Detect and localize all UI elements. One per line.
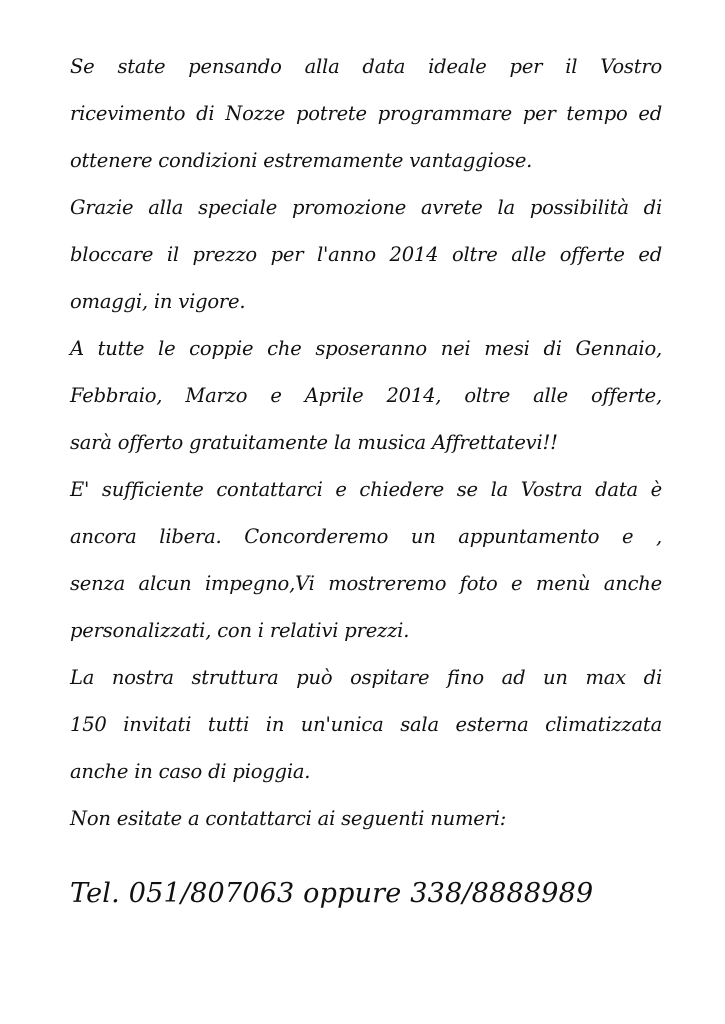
text-line: ancora libera. Concorderemo un appuntamento e , <box>70 525 662 548</box>
text-line: E' sufficiente contattarci e chiedere se la Vostra data è <box>70 478 662 501</box>
text-line: La nostra struttura può ospitare fino ad un max di <box>70 666 662 689</box>
text-line: A tutte le coppie che sposeranno nei mesi di Gennaio, <box>70 337 662 360</box>
text-line: ricevimento di Nozze potrete programmare per tempo ed <box>70 102 662 125</box>
text-line: bloccare il prezzo per l'anno 2014 oltre alle offerte ed <box>70 243 662 266</box>
text-line: 150 invitati tutti in un'unica sala esterna climatizzata <box>70 713 662 736</box>
text-line: Febbraio, Marzo e Aprile 2014, oltre alle offerte, <box>70 384 662 407</box>
text-line: ottenere condizioni estremamente vantaggiose. <box>70 149 533 172</box>
text-line: Non esitate a contattarci ai seguenti numeri: <box>70 807 507 830</box>
text-line: personalizzati, con i relativi prezzi. <box>70 619 410 642</box>
text-line: senza alcun impegno,Vi mostreremo foto e menù anche <box>70 572 662 595</box>
text-line: Se state pensando alla data ideale per il Vostro <box>70 55 662 78</box>
text-line: omaggi, in vigore. <box>70 290 246 313</box>
text-line: anche in caso di pioggia. <box>70 760 311 783</box>
text-line: sarà offerto gratuitamente la musica Affrettatevi!! <box>70 431 558 454</box>
text-line: Grazie alla speciale promozione avrete la possibilità di <box>70 196 662 219</box>
phone-numbers: Tel. 051/807063 oppure 338/8888989 <box>70 878 594 909</box>
